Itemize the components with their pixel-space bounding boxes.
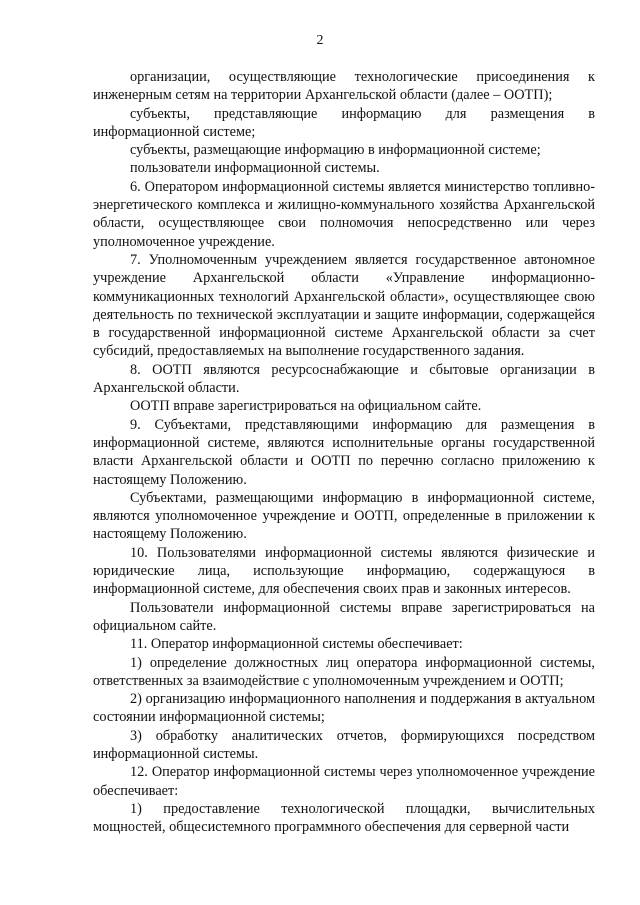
paragraph: субъекты, размещающие информацию в информационной системе; [130,142,541,159]
paragraph: субъекты, представляющие информацию для размещения в информационной системе; [93,105,595,140]
paragraph: Пользователи информационной системы вправе зарегистрироваться на официальном сайте. [93,599,595,634]
paragraph: 1) предоставление технологической площадки, вычислительных мощностей, общесистемного программного обеспечения для серверной части [93,800,595,836]
page-number: 2 [316,33,324,48]
paragraph: Субъектами, размещающими информацию в информационной системе, являются уполномоченное учреждение и ООТП, определенные в приложении к настоящему Положению. [93,489,595,543]
paragraph: ООТП вправе зарегистрироваться на официальном сайте. [130,398,482,415]
paragraph: 10. Пользователями информационной системы являются физические и юридические лица, использующие информацию, содержащуюся в информационной системе, для обеспечения своих прав и законных интересов. [93,544,595,598]
paragraph: 1) определение должностных лиц оператора информационной системы, ответственных за взаимодействие с уполномоченным учреждением и ООТП; [93,654,595,689]
paragraph: 8. ООТП являются ресурсоснабжающие и сбытовые организации в Архангельской области. [93,361,595,397]
paragraph: 2) организацию информационного наполнения и поддержания в актуальном состоянии информационной системы; [93,691,595,726]
paragraph: пользователи информационной системы. [130,160,380,177]
paragraph: организации, осуществляющие технологические присоединения к инженерным сетям на территории Архангельской области (далее – ООТП); [93,69,595,104]
document-body [93,68,595,836]
paragraph: 7. Уполномоченным учреждением является государственное автономное учреждение Архангельской области «Управление информационно-коммуникационных технологий Архангельской области», осуществляющее свою деятельность по технической эксплуатации и защите информации, содержащейся в государственной информационной системе Архангельской области за счет субсидий, предоставляемых на выполнение государственного задания. [93,251,595,360]
paragraph: 3) обработку аналитических отчетов, формирующихся посредством информационной системы. [93,727,595,762]
paragraph: 11. Оператор информационной системы обеспечивает: [130,636,463,653]
paragraph: 12. Оператор информационной системы через уполномоченное учреждение обеспечивает: [93,764,595,799]
paragraph: 6. Оператором информационной системы является министерство топливно-энергетического комплекса и жилищно-коммунального хозяйства Архангельской области, осуществляющее свои полномочия непосредственно или через уполномоченное учреждение. [93,178,595,250]
paragraph: 9. Субъектами, представляющими информацию для размещения в информационной системе, являются исполнительные органы государственной власти Архангельской области и ООТП по перечню согласно приложению к настоящему Положению. [93,416,595,488]
